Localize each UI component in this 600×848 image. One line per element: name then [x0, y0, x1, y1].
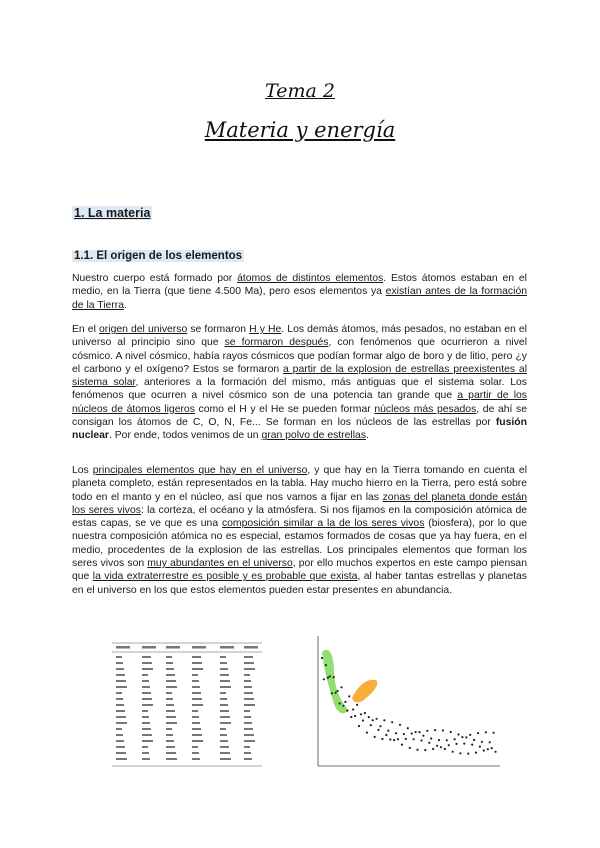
paragraph-1: Nuestro cuerpo está formado por átomos de distintos elementos. Estos átomos estaban en el medio, en la Tierra (que tiene 4.500 Ma), pero esos elementos ya existían antes de la formación de la Tierra.	[72, 273, 527, 311]
element-abundance-plot-image	[308, 632, 504, 778]
document-title: Tema 2	[265, 80, 335, 102]
section-heading: 1. La materia	[74, 206, 151, 220]
paragraph-3: Los principales elementos que hay en el universo, y que hay en la Tierra tomando en cuenta el planeta completo, están representados en la tabla. Hay mucho hierro en la Tierra, pero está sobre todo en el manto y en el núcleo, así que nos vamos a fijar en las zonas del planeta donde están los seres vivos: la corteza, el océano y la atmósfera. Si nos fijamos en la composición atómica de estas capas, se ve que es una composición similar a la de los seres vivos (biosfera), por lo que nuestra composición atómica no es especial, estamos formados de cosas que ya hay fuera, en el medio, procedentes de la explosion de las estrellas. Los principales elementos que forman los seres vivos son muy abundantes en el universo, por ello muchos expertos en este campo piensan que la vida extraterrestre es posible y es probable que exista, al haber tantas estrellas y planetas en el universo en los que estos elementos pueden estar presentes en abundancia.	[72, 465, 528, 596]
subsection-heading: 1.1. El origen de los elementos	[74, 250, 243, 262]
paragraph-2: En el origen del universo se formaron H y He. Los demás átomos, más pesados, no estaban en el universo al principio sino que se formaron después, con fenómenos que ocurrieron a nivel cósmico. A nivel cósmico, había rayos cósmicos que podían formar algo de boro y de litio, pero ¿y el carbono y el oxígeno? Estos se formaron a partir de la explosion de estrellas preexistentes al sistema solar, anteriores a la formación del mismo, más antiguas que el sistema solar. Los fenómenos que ocurren a nivel cósmico son de una potencia tan grande que a partir de los núcleos de átomos ligeros como el H y el He se pueden formar núcleos más pesados, de ahí se consigan los átomos de C, O, N, Fe... Se forman en los núcleos de las estrellas por fusión nuclear. Por ende, todos venimos de un gran polvo de estrellas.	[72, 324, 528, 442]
document-subtitle: Materia y energía	[204, 118, 396, 142]
element-abundance-table-image	[112, 630, 262, 770]
